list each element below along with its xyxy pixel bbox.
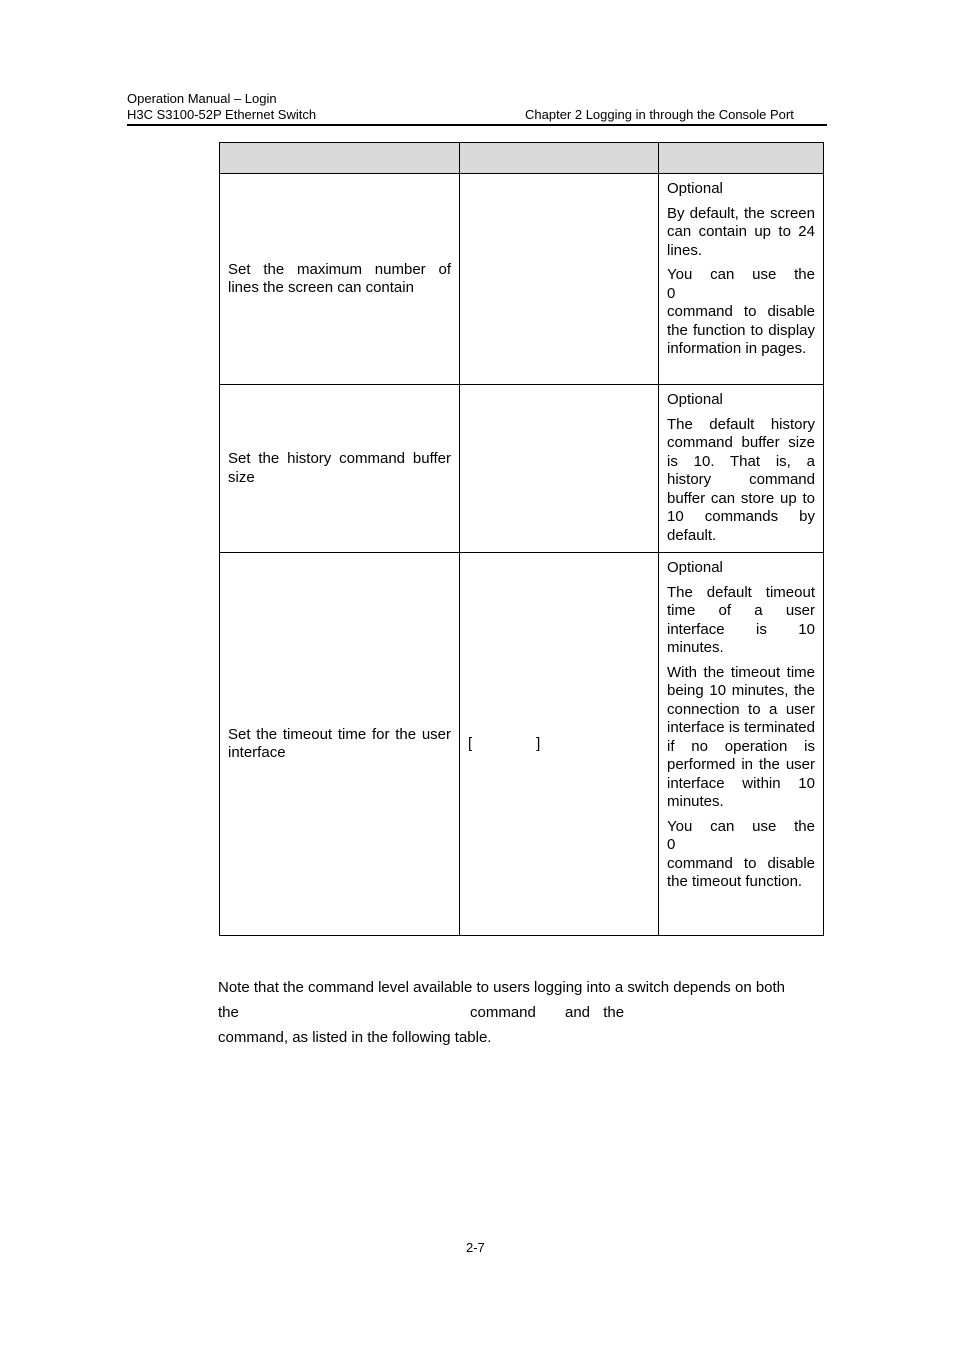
description-paragraph: By default, the screen can contain up to 24 lines.	[667, 204, 815, 259]
product-name: H3C S3100-52P Ethernet Switch	[127, 107, 317, 122]
page-number: 2-7	[466, 1240, 485, 1255]
header-cell-description	[659, 143, 824, 174]
table-row	[220, 385, 824, 553]
note-text: the	[218, 1004, 239, 1021]
note-line: Note that the command level available to users logging into a switch depends on both	[218, 979, 786, 996]
optional-bracket-open: [	[468, 734, 473, 752]
description-line: command to disable the function to display information in pages.	[667, 303, 815, 357]
description-paragraph: The default history command buffer size is 10. That is, a history command buffer can store up to 10 commands by default.	[667, 415, 815, 544]
description-line: You can use the	[667, 266, 815, 283]
command-cell	[460, 385, 659, 553]
configuration-table	[219, 142, 824, 936]
command-cell	[460, 553, 659, 936]
table-row	[220, 553, 824, 936]
header-cell-command	[460, 143, 659, 174]
table-row	[220, 174, 824, 385]
description-paragraph: Optional	[667, 559, 723, 576]
description-paragraph	[667, 818, 815, 892]
description-cell	[659, 385, 824, 553]
description-paragraph	[667, 266, 815, 359]
note-paragraph	[218, 975, 828, 1050]
description-paragraph: Optional	[667, 180, 723, 197]
operation-cell: Set the timeout time for the user interface	[220, 553, 460, 936]
note-text: command	[470, 1004, 536, 1021]
description-paragraph: Optional	[667, 391, 723, 408]
manual-title: Operation Manual – Login	[127, 91, 277, 106]
description-line: 0	[667, 284, 676, 302]
note-line: command, as listed in the following table.	[218, 1029, 492, 1046]
operation-cell: Set the history command buffer size	[220, 385, 460, 553]
description-paragraph: The default timeout time of a user interface is 10 minutes.	[667, 583, 815, 656]
note-text: and the	[565, 1004, 625, 1021]
description-cell	[659, 553, 824, 936]
note-line	[218, 1000, 828, 1025]
header-rule	[127, 124, 827, 126]
description-paragraph: With the timeout time being 10 minutes, the connection to a user interface is terminated if no operation is performed in the user interface within 10 minutes.	[667, 663, 815, 810]
table-header-row	[220, 143, 824, 174]
chapter-title: Chapter 2 Logging in through the Console Port	[525, 107, 794, 122]
command-cell	[460, 174, 659, 385]
description-cell	[659, 174, 824, 385]
description-line: 0	[667, 836, 676, 853]
header-cell-operation	[220, 143, 460, 174]
optional-bracket-close: ]	[536, 734, 541, 752]
description-line: You can use the	[667, 817, 815, 835]
operation-cell: Set the maximum number of lines the screen can contain	[220, 174, 460, 385]
description-line: command to disable the timeout function.	[667, 854, 815, 890]
document-header-left	[127, 91, 316, 123]
